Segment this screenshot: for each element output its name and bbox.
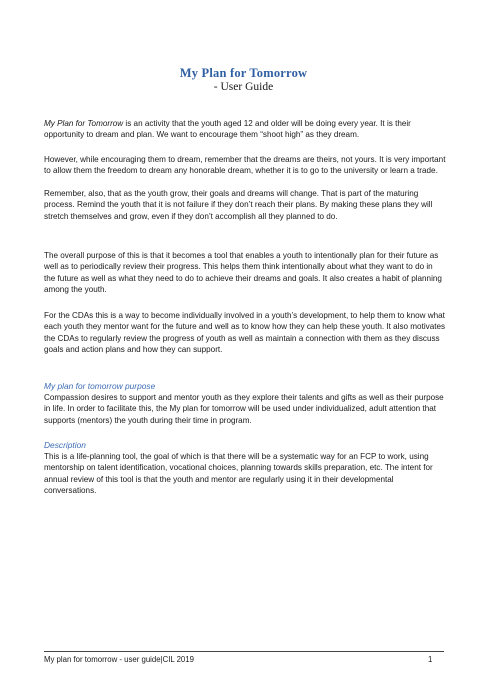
footer-divider [44, 651, 444, 652]
section-heading-purpose: My plan for tomorrow purpose [44, 381, 156, 391]
section-heading-description: Description [44, 440, 86, 450]
paragraph-goals-change: Remember, also, that as the youth grow, their goals and dreams will change. That is part of the maturing process. Remind the youth that it is not failure if they don’t reach their plans. By making these plans they will stretch themselves and grow, even if they don’t accomplish all they planned to do. [44, 189, 433, 221]
paragraph-dream-freedom: However, while encouraging them to dream, remember that the dreams are theirs, not yours. It is very important to allow them the freedom to dream any honorable dream, whether it is to go to the university or learn a trade. [44, 155, 446, 176]
paragraph-description: This is a life-planning tool, the goal of which is that there will be a systematic way for an FCP to work, using mentorship on talent identification, vocational choices, planning towards skills preparation, etc. The intent for annual review of this tool is that the youth and mentor are regularly using it in their developmental conversations. [44, 452, 433, 496]
intro-italic-lead: My Plan for Tomorrow [44, 119, 124, 128]
document-title: My Plan for Tomorrow [179, 66, 308, 80]
paragraph-overall-purpose: The overall purpose of this is that it becomes a tool that enables a youth to intentionally plan for their future as well as to periodically review their progress. This helps them think intentionally about what they want to do in the future as well as what they need to do to achieve their dreams and goals. It also creates a habit of planning among the youth. [44, 251, 442, 295]
paragraph-cdas: For the CDAs this is a way to become individually involved in a youth’s development, to help them to know what each youth they mentor want for the future and well as to know how they can help these youth. It also motivates the CDAs to regularly review the progress of youth as well as maintain a connection with them as they discuss goals and action plans and how they can support. [44, 311, 446, 355]
intro-paragraph [44, 118, 446, 141]
intro-rest: is an activity that the youth aged 12 and older will be doing every year. It is their opportunity to dream and plan. We want to encourage them “shoot high” as they dream. [44, 119, 411, 140]
footer-text: My plan for tomorrow - user guide|CIL 2019 [44, 655, 194, 664]
paragraph-purpose: Compassion desires to support and mentor youth as they explore their talents and gifts as well as their purpose in life. In order to facilitate this, the My plan for tomorrow will be used under individualized, adult attention that supports (mentors) the youth during their time in program. [44, 393, 444, 425]
page-number: 1 [428, 655, 433, 664]
document-subtitle: - User Guide [213, 81, 274, 93]
